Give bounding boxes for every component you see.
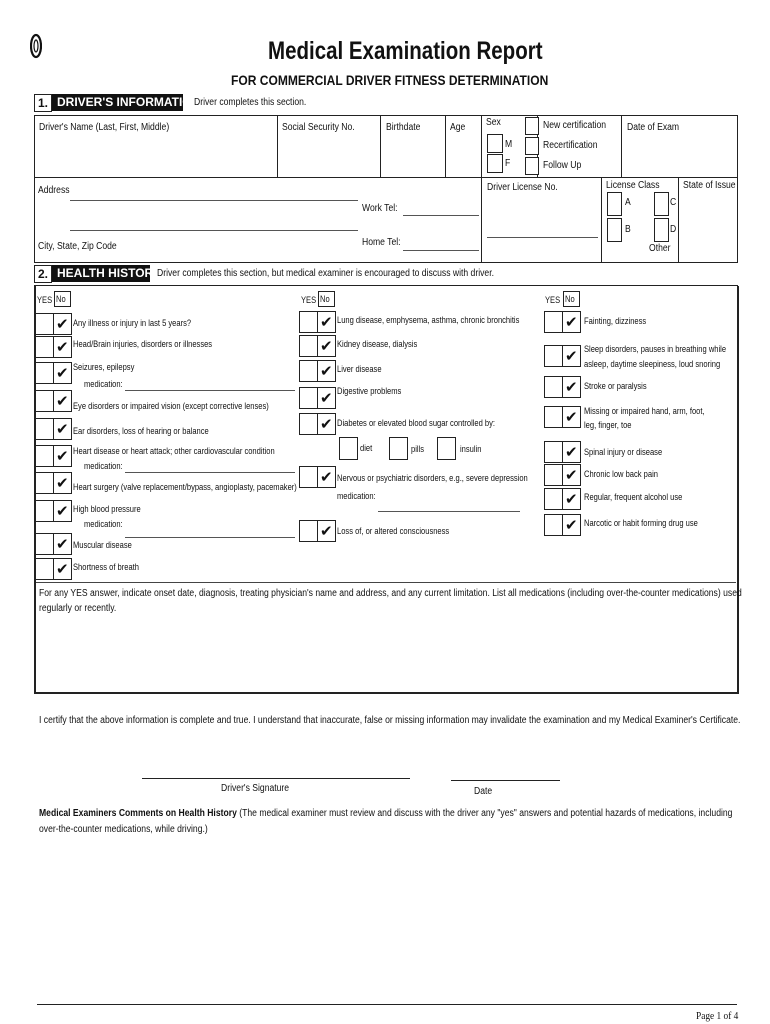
follow-up-label: Follow Up bbox=[543, 160, 582, 171]
driver-signature-label: Driver's Signature bbox=[221, 783, 290, 794]
check-icon: ✔ bbox=[320, 389, 333, 407]
q-lung-label: Lung disease, emphysema, asthma, chronic bronchitis bbox=[337, 315, 520, 325]
q-muscular-yes[interactable] bbox=[35, 533, 54, 555]
date-exam-label: Date of Exam bbox=[627, 122, 680, 133]
check-icon: ✔ bbox=[56, 364, 69, 382]
q-nervous-no[interactable] bbox=[317, 466, 336, 488]
q-fainting-label: Fainting, dizziness bbox=[584, 316, 647, 326]
section2-note: Driver completes this section, but medical examiner is encouraged to discuss with driver. bbox=[157, 268, 494, 279]
class-b-checkbox[interactable] bbox=[607, 218, 622, 242]
q-sleep-label-1: Sleep disorders, pauses in breathing while bbox=[584, 344, 727, 354]
check-icon: ✔ bbox=[56, 560, 69, 578]
q-heart-surgery-yes[interactable] bbox=[35, 472, 54, 494]
q-stroke-no[interactable] bbox=[562, 376, 581, 398]
license-no-label: Driver License No. bbox=[487, 182, 558, 193]
examiner-comments-heading bbox=[39, 808, 732, 820]
check-icon: ✔ bbox=[565, 378, 578, 396]
q-breath-no[interactable] bbox=[53, 558, 72, 580]
sex-m-checkbox[interactable] bbox=[487, 134, 503, 153]
col2-yes-header: YES bbox=[301, 295, 317, 305]
q-breath-label: Shortness of breath bbox=[73, 562, 139, 572]
q-narcotic-label: Narcotic or habit forming drug use bbox=[584, 518, 698, 528]
col1-yes-header: YES bbox=[37, 295, 53, 305]
work-tel-label: Work Tel: bbox=[362, 203, 398, 214]
class-d-label: D bbox=[670, 224, 677, 235]
sex-f-checkbox[interactable] bbox=[487, 154, 503, 173]
q-ear-no[interactable] bbox=[53, 418, 72, 440]
certification-statement: I certify that the above information is complete and true. I understand that inaccurate, false or missing information may invalidate the examination and my Medical Examiner's Certificate. bbox=[39, 715, 741, 726]
q-stroke-yes[interactable] bbox=[544, 376, 563, 398]
q-narcotic-yes[interactable] bbox=[544, 514, 563, 536]
check-icon: ✔ bbox=[565, 490, 578, 508]
class-d-checkbox[interactable] bbox=[654, 218, 669, 242]
q-eye-yes[interactable] bbox=[35, 390, 54, 412]
col1-no-header: No bbox=[56, 294, 66, 304]
q-consciousness-no[interactable] bbox=[317, 520, 336, 542]
examiner-comments-text-1: (The medical examiner must review and discuss with the driver any "yes" answers and potential hazards of medications, including bbox=[239, 808, 733, 819]
date-label: Date bbox=[474, 786, 493, 797]
q-nervous-yes[interactable] bbox=[299, 466, 318, 488]
check-icon: ✔ bbox=[320, 362, 333, 380]
check-icon: ✔ bbox=[565, 313, 578, 331]
q-digestive-label: Digestive problems bbox=[337, 386, 402, 396]
seal-logo bbox=[30, 33, 42, 59]
q-consciousness-yes[interactable] bbox=[299, 520, 318, 542]
q-head-yes[interactable] bbox=[35, 336, 54, 358]
section1-title: DRIVER'S INFORMATION bbox=[52, 94, 183, 111]
q-ear-yes[interactable] bbox=[35, 418, 54, 440]
q-seizures-no[interactable] bbox=[53, 362, 72, 384]
q-heart-label: Heart disease or heart attack; other cardiovascular condition bbox=[73, 446, 275, 456]
q-muscular-label: Muscular disease bbox=[73, 540, 132, 550]
address-label: Address bbox=[38, 185, 70, 196]
check-icon: ✔ bbox=[565, 347, 578, 365]
check-icon: ✔ bbox=[565, 516, 578, 534]
section1-number: 1. bbox=[34, 94, 52, 112]
q-digestive-no[interactable] bbox=[317, 387, 336, 409]
q-nervous-label: Nervous or psychiatric disorders, e.g., severe depression bbox=[337, 473, 528, 483]
class-c-label: C bbox=[670, 197, 677, 208]
q-missing-limb-no[interactable] bbox=[562, 406, 581, 428]
q-heart-surgery-no[interactable] bbox=[53, 472, 72, 494]
page-number: Page 1 of 4 bbox=[696, 1010, 739, 1022]
pills-label: pills bbox=[411, 444, 425, 454]
q-bp-yes[interactable] bbox=[35, 500, 54, 522]
q-head-label: Head/Brain injuries, disorders or illnesses bbox=[73, 339, 213, 349]
q-spinal-no[interactable] bbox=[562, 441, 581, 463]
q-alcohol-no[interactable] bbox=[562, 488, 581, 510]
q-diabetes-yes[interactable] bbox=[299, 413, 318, 435]
q-spinal-label: Spinal injury or disease bbox=[584, 447, 663, 457]
check-icon: ✔ bbox=[565, 466, 578, 484]
q-missing-limb-yes[interactable] bbox=[544, 406, 563, 428]
recert-label: Recertification bbox=[543, 140, 598, 151]
check-icon: ✔ bbox=[56, 315, 69, 333]
city-state-label: City, State, Zip Code bbox=[38, 241, 117, 252]
new-cert-checkbox[interactable] bbox=[525, 117, 539, 135]
q-digestive-yes[interactable] bbox=[299, 387, 318, 409]
q-breath-yes[interactable] bbox=[35, 558, 54, 580]
check-icon: ✔ bbox=[320, 522, 333, 540]
section2-title: HEALTH HISTORY bbox=[52, 265, 150, 282]
new-cert-label: New certification bbox=[543, 120, 607, 131]
q-illness-yes[interactable] bbox=[35, 313, 54, 335]
pills-checkbox[interactable] bbox=[389, 437, 408, 460]
q-diabetes-label: Diabetes or elevated blood sugar controlled by: bbox=[337, 418, 496, 428]
age-label: Age bbox=[450, 122, 466, 133]
q-consciousness-label: Loss of, or altered consciousness bbox=[337, 526, 450, 536]
q-illness-label: Any illness or injury in last 5 years? bbox=[73, 318, 192, 328]
check-icon: ✔ bbox=[565, 408, 578, 426]
q-muscular-no[interactable] bbox=[53, 533, 72, 555]
q-kidney-yes[interactable] bbox=[299, 335, 318, 357]
class-other-label: Other bbox=[649, 243, 671, 254]
license-class-label: License Class bbox=[606, 180, 660, 191]
yes-answer-instructions-2: regularly or recently. bbox=[39, 603, 117, 614]
q-ear-label: Ear disorders, loss of hearing or balance bbox=[73, 426, 209, 436]
q-bp-no[interactable] bbox=[53, 500, 72, 522]
check-icon: ✔ bbox=[56, 338, 69, 356]
state-issue-label: State of Issue bbox=[683, 180, 736, 191]
page-title: Medical Examination Report bbox=[268, 37, 543, 65]
col3-yes-header: YES bbox=[545, 295, 561, 305]
q-alcohol-label: Regular, frequent alcohol use bbox=[584, 492, 683, 502]
q-missing-limb-label-1: Missing or impaired hand, arm, foot, bbox=[584, 406, 705, 416]
driver-name-label: Driver's Name (Last, First, Middle) bbox=[39, 122, 170, 133]
q-eye-label: Eye disorders or impaired vision (except corrective lenses) bbox=[73, 401, 269, 411]
q-fainting-yes[interactable] bbox=[544, 311, 563, 333]
check-icon: ✔ bbox=[56, 392, 69, 410]
q-fainting-no[interactable] bbox=[562, 311, 581, 333]
class-a-label: A bbox=[625, 197, 631, 208]
col3-no-header: No bbox=[565, 294, 575, 304]
check-icon: ✔ bbox=[320, 468, 333, 486]
q-sleep-no[interactable] bbox=[562, 345, 581, 367]
q-eye-no[interactable] bbox=[53, 390, 72, 412]
sex-f-label: F bbox=[505, 158, 511, 169]
follow-up-checkbox[interactable] bbox=[525, 157, 539, 175]
col2-no-header: No bbox=[320, 294, 330, 304]
q-liver-yes[interactable] bbox=[299, 360, 318, 382]
check-icon: ✔ bbox=[56, 420, 69, 438]
check-icon: ✔ bbox=[320, 415, 333, 433]
q-back-pain-yes[interactable] bbox=[544, 464, 563, 486]
examiner-comments-text-2: over-the-counter medications, while driving.) bbox=[39, 824, 208, 835]
insulin-label: insulin bbox=[460, 444, 482, 454]
q-heart-yes[interactable] bbox=[35, 445, 54, 467]
check-icon: ✔ bbox=[320, 337, 333, 355]
q-bp-med-label: medication: bbox=[84, 519, 123, 529]
check-icon: ✔ bbox=[56, 447, 69, 465]
q-narcotic-no[interactable] bbox=[562, 514, 581, 536]
q-bp-label: High blood pressure bbox=[73, 504, 141, 514]
q-back-pain-label: Chronic low back pain bbox=[584, 469, 658, 479]
section1-note: Driver completes this section. bbox=[194, 97, 307, 108]
q-lung-yes[interactable] bbox=[299, 311, 318, 333]
diet-checkbox[interactable] bbox=[339, 437, 358, 460]
q-heart-no[interactable] bbox=[53, 445, 72, 467]
q-heart-med-label: medication: bbox=[84, 461, 123, 471]
q-sleep-yes[interactable] bbox=[544, 345, 563, 367]
class-a-checkbox[interactable] bbox=[607, 192, 622, 216]
q-spinal-yes[interactable] bbox=[544, 441, 563, 463]
check-icon: ✔ bbox=[56, 502, 69, 520]
q-kidney-label: Kidney disease, dialysis bbox=[337, 339, 418, 349]
check-icon: ✔ bbox=[565, 443, 578, 461]
q-liver-label: Liver disease bbox=[337, 364, 382, 374]
q-stroke-label: Stroke or paralysis bbox=[584, 381, 647, 391]
q-alcohol-yes[interactable] bbox=[544, 488, 563, 510]
home-tel-label: Home Tel: bbox=[362, 237, 401, 248]
sex-m-label: M bbox=[505, 139, 513, 150]
yes-answer-instructions-1: For any YES answer, indicate onset date, diagnosis, treating physician's name and address, and any current limitation. List all medications (including over-the-counter medications) used bbox=[39, 588, 742, 599]
examiner-comments-bold: Medical Examiners Comments on Health History bbox=[39, 808, 237, 819]
q-kidney-no[interactable] bbox=[317, 335, 336, 357]
q-nervous-med-label: medication: bbox=[337, 491, 376, 501]
q-liver-no[interactable] bbox=[317, 360, 336, 382]
q-illness-no[interactable] bbox=[53, 313, 72, 335]
q-seizures-med-label: medication: bbox=[84, 379, 123, 389]
class-b-label: B bbox=[625, 224, 631, 235]
q-lung-no[interactable] bbox=[317, 311, 336, 333]
q-seizures-label: Seizures, epilepsy bbox=[73, 362, 135, 372]
driver-signature-line[interactable] bbox=[142, 778, 410, 779]
check-icon: ✔ bbox=[56, 474, 69, 492]
diet-label: diet bbox=[360, 443, 373, 453]
sex-label: Sex bbox=[486, 117, 501, 128]
q-seizures-yes[interactable] bbox=[35, 362, 54, 384]
ssn-label: Social Security No. bbox=[282, 122, 355, 133]
q-heart-surgery-label: Heart surgery (valve replacement/bypass, angioplasty, pacemaker) bbox=[73, 482, 297, 492]
q-diabetes-no[interactable] bbox=[317, 413, 336, 435]
class-c-checkbox[interactable] bbox=[654, 192, 669, 216]
section2-number: 2. bbox=[34, 265, 52, 283]
q-head-no[interactable] bbox=[53, 336, 72, 358]
insulin-checkbox[interactable] bbox=[437, 437, 456, 460]
recert-checkbox[interactable] bbox=[525, 137, 539, 155]
check-icon: ✔ bbox=[320, 313, 333, 331]
page-subtitle: FOR COMMERCIAL DRIVER FITNESS DETERMINATION bbox=[231, 72, 549, 88]
q-sleep-label-2: asleep, daytime sleepiness, loud snoring bbox=[584, 359, 721, 369]
date-line[interactable] bbox=[451, 780, 560, 781]
birthdate-label: Birthdate bbox=[386, 122, 421, 133]
check-icon: ✔ bbox=[56, 535, 69, 553]
q-missing-limb-label-2: leg, finger, toe bbox=[584, 420, 632, 430]
q-back-pain-no[interactable] bbox=[562, 464, 581, 486]
